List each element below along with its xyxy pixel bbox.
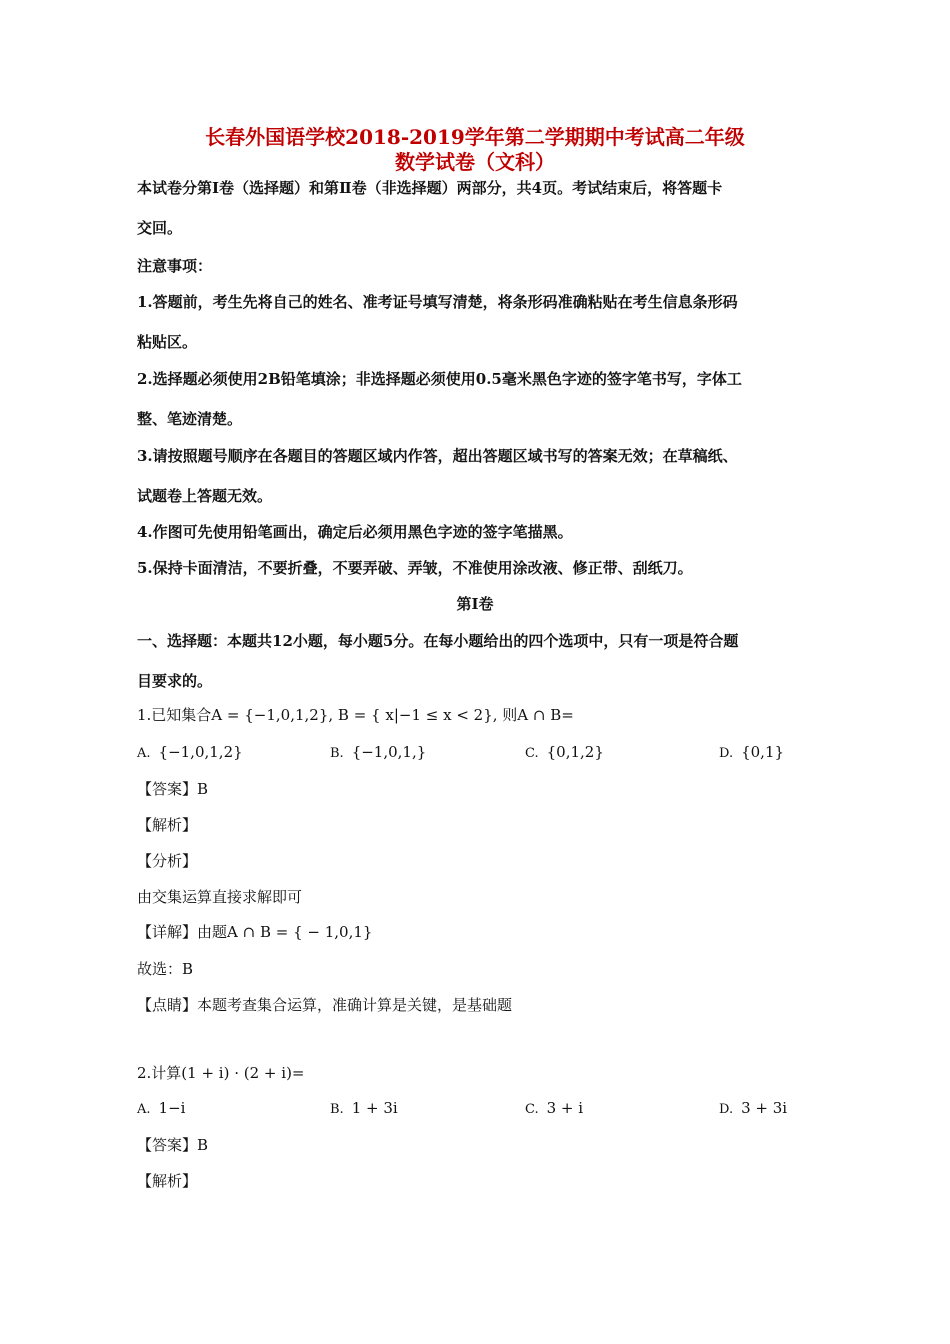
option-label: C. bbox=[525, 1102, 539, 1117]
option-label: A. bbox=[137, 1102, 151, 1117]
note-3-line-1: 3.请按照题号顺序在各题目的答题区域内作答，超出答题区域书写的答案无效；在草稿纸、 bbox=[137, 447, 738, 465]
question-1-fenxi: 【分析】 bbox=[137, 852, 198, 870]
title-line-2: 数学试卷（文科） bbox=[395, 150, 555, 174]
option-label: B. bbox=[330, 1102, 344, 1117]
question-1-option-b bbox=[330, 742, 426, 764]
question-2-option-b bbox=[330, 1098, 398, 1120]
note-2-line-1: 2.选择题必须使用2B铅笔填涂；非选择题必须使用0.5毫米黑色字迹的签字笔书写，字体工 bbox=[137, 370, 742, 388]
option-text: 1−i bbox=[158, 1099, 186, 1117]
option-text: 1 + 3i bbox=[351, 1099, 398, 1117]
option-text: {−1,0,1,} bbox=[351, 743, 427, 761]
question-1-stem: 1.已知集合A = {−1,0,1,2}, B = { x|−1 ≤ x < 2}, 则A ∩ B= bbox=[137, 706, 574, 724]
option-text: {0,1} bbox=[741, 743, 785, 761]
note-1-line-1: 1.答题前，考生先将自己的姓名、准考证号填写清楚，将条形码准确粘贴在考生信息条形码 bbox=[137, 293, 738, 311]
note-4: 4.作图可先使用铅笔画出，确定后必须用黑色字迹的签字笔描黑。 bbox=[137, 523, 573, 541]
part-1-heading: 第Ⅰ卷 bbox=[456, 595, 494, 613]
option-text: 3 + 3i bbox=[741, 1099, 788, 1117]
option-label: B. bbox=[330, 746, 344, 761]
note-2-line-2: 整、笔迹清楚。 bbox=[137, 410, 243, 428]
question-2-option-d bbox=[719, 1098, 787, 1120]
question-2-stem: 2.计算(1 + i) · (2 + i)= bbox=[137, 1064, 305, 1082]
intro-line-2: 交回。 bbox=[137, 219, 183, 237]
question-2-option-c bbox=[525, 1098, 583, 1120]
option-text: {0,1,2} bbox=[546, 743, 604, 761]
question-1-detail: 【详解】由题A ∩ B = { − 1,0,1} bbox=[137, 923, 373, 941]
section-1-line-2: 目要求的。 bbox=[137, 672, 213, 690]
note-5: 5.保持卡面清洁，不要折叠，不要弄破、弄皱，不准使用涂改液、修正带、刮纸刀。 bbox=[137, 559, 693, 577]
question-1-analysis: 【解析】 bbox=[137, 816, 198, 834]
question-1-answer: 【答案】B bbox=[137, 780, 209, 798]
option-label: D. bbox=[719, 746, 734, 761]
notice-heading: 注意事项： bbox=[137, 257, 213, 275]
question-1-fenxi-text: 由交集运算直接求解即可 bbox=[137, 888, 303, 906]
section-1-line-1: 一、选择题：本题共12小题，每小题5分。在每小题给出的四个选项中，只有一项是符合题 bbox=[137, 632, 739, 650]
question-1-option-a bbox=[137, 742, 243, 764]
question-2-analysis: 【解析】 bbox=[137, 1172, 198, 1190]
question-1-option-d bbox=[719, 742, 784, 764]
option-label: C. bbox=[525, 746, 539, 761]
question-2-answer: 【答案】B bbox=[137, 1136, 209, 1154]
note-1-line-2: 粘贴区。 bbox=[137, 333, 198, 351]
title-line-1: 长春外国语学校2018-2019学年第二学期期中考试高二年级 bbox=[205, 125, 745, 149]
question-1-option-c bbox=[525, 742, 604, 764]
question-1-choose: 故选：B bbox=[137, 960, 194, 978]
option-label: D. bbox=[719, 1102, 734, 1117]
note-3-line-2: 试题卷上答题无效。 bbox=[137, 487, 273, 505]
option-text: {−1,0,1,2} bbox=[158, 743, 243, 761]
option-text: 3 + i bbox=[546, 1099, 584, 1117]
option-label: A. bbox=[137, 746, 151, 761]
question-1-comment: 【点睛】本题考查集合运算，准确计算是关键，是基础题 bbox=[137, 996, 513, 1014]
intro-line-1: 本试卷分第Ⅰ卷（选择题）和第Ⅱ卷（非选择题）两部分，共4页。考试结束后，将答题卡 bbox=[137, 179, 723, 197]
question-2-option-a bbox=[137, 1098, 185, 1120]
